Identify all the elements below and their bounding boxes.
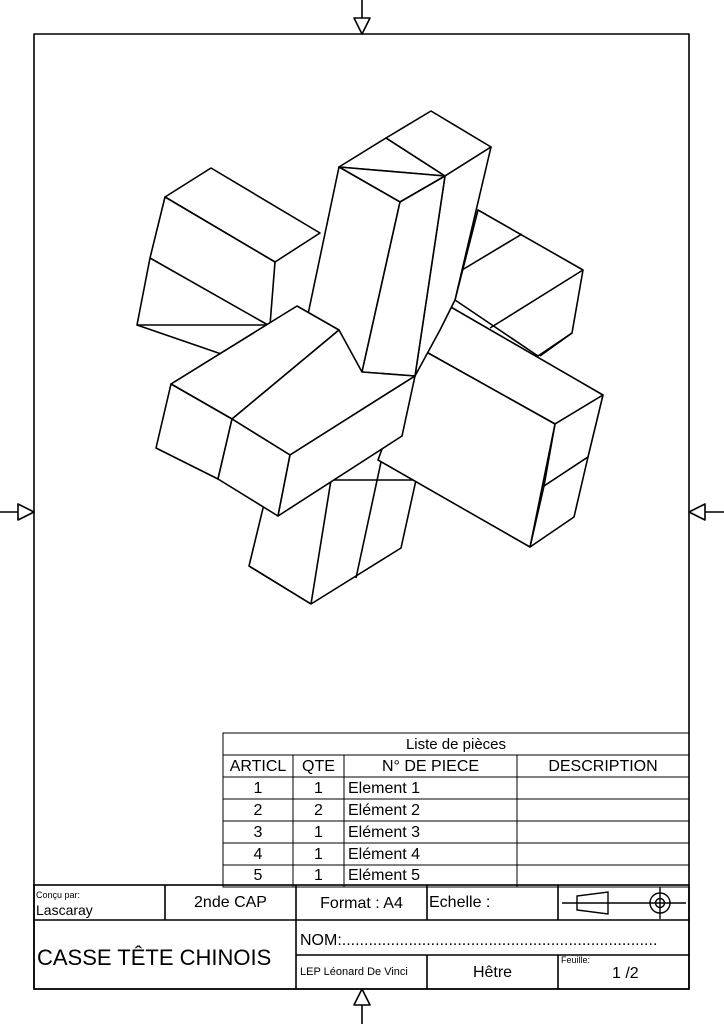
projection-symbol-icon [562,887,686,919]
parts-list-row-5-item: 5 [253,867,263,884]
sheet-number: 1 /2 [612,965,639,982]
parts-list-row-2-item: 2 [253,802,263,819]
parts-list-row-5-part: Elément 5 [348,867,421,884]
parts-list-row-4-qty: 1 [314,846,323,863]
name-field: NOM:....................................................................... [300,933,658,949]
parts-list-row-3-qty: 1 [314,824,323,841]
parts-list-row-1-item: 1 [253,780,263,797]
centering-mark-bottom [354,989,370,1024]
parts-list-header-qty: QTE [302,758,335,775]
parts-list-row-4-item: 4 [253,846,263,863]
centering-mark-left [0,504,34,520]
parts-list-header-article: ARTICL [229,758,287,775]
designer-name: Lascaray [36,902,93,918]
scale-label: Echelle : [429,894,491,911]
drawing-title: CASSE TÊTE CHINOIS [37,945,272,970]
school-name: LEP Léonard De Vinci [300,966,408,978]
class-level: 2nde CAP [194,894,267,911]
parts-list-row-3-item: 3 [253,824,263,841]
parts-list-row-3-part: Elément 3 [348,824,421,841]
parts-list-header-part-number: N° DE PIECE [381,758,480,775]
parts-list-row-4-part: Elément 4 [348,846,421,863]
parts-list-row-1-part: Element 1 [348,780,421,797]
parts-list-row-1-qty: 1 [314,780,323,797]
parts-list-row-5-qty: 1 [314,867,323,884]
parts-list-title: Liste de pièces [405,736,507,753]
centering-mark-top [354,0,370,34]
puzzle-isometric-view [137,111,603,604]
sheet-label: Feuille: [561,955,591,965]
parts-list-row-2-part: Elément 2 [348,802,421,819]
material: Hêtre [472,964,513,981]
parts-list-header-description: DESCRIPTION [548,758,658,775]
parts-list-row-2-qty: 2 [314,802,323,819]
paper-format: Format : A4 [320,895,403,912]
centering-mark-right [689,504,724,520]
designed-by-label: Conçu par: [36,890,81,900]
